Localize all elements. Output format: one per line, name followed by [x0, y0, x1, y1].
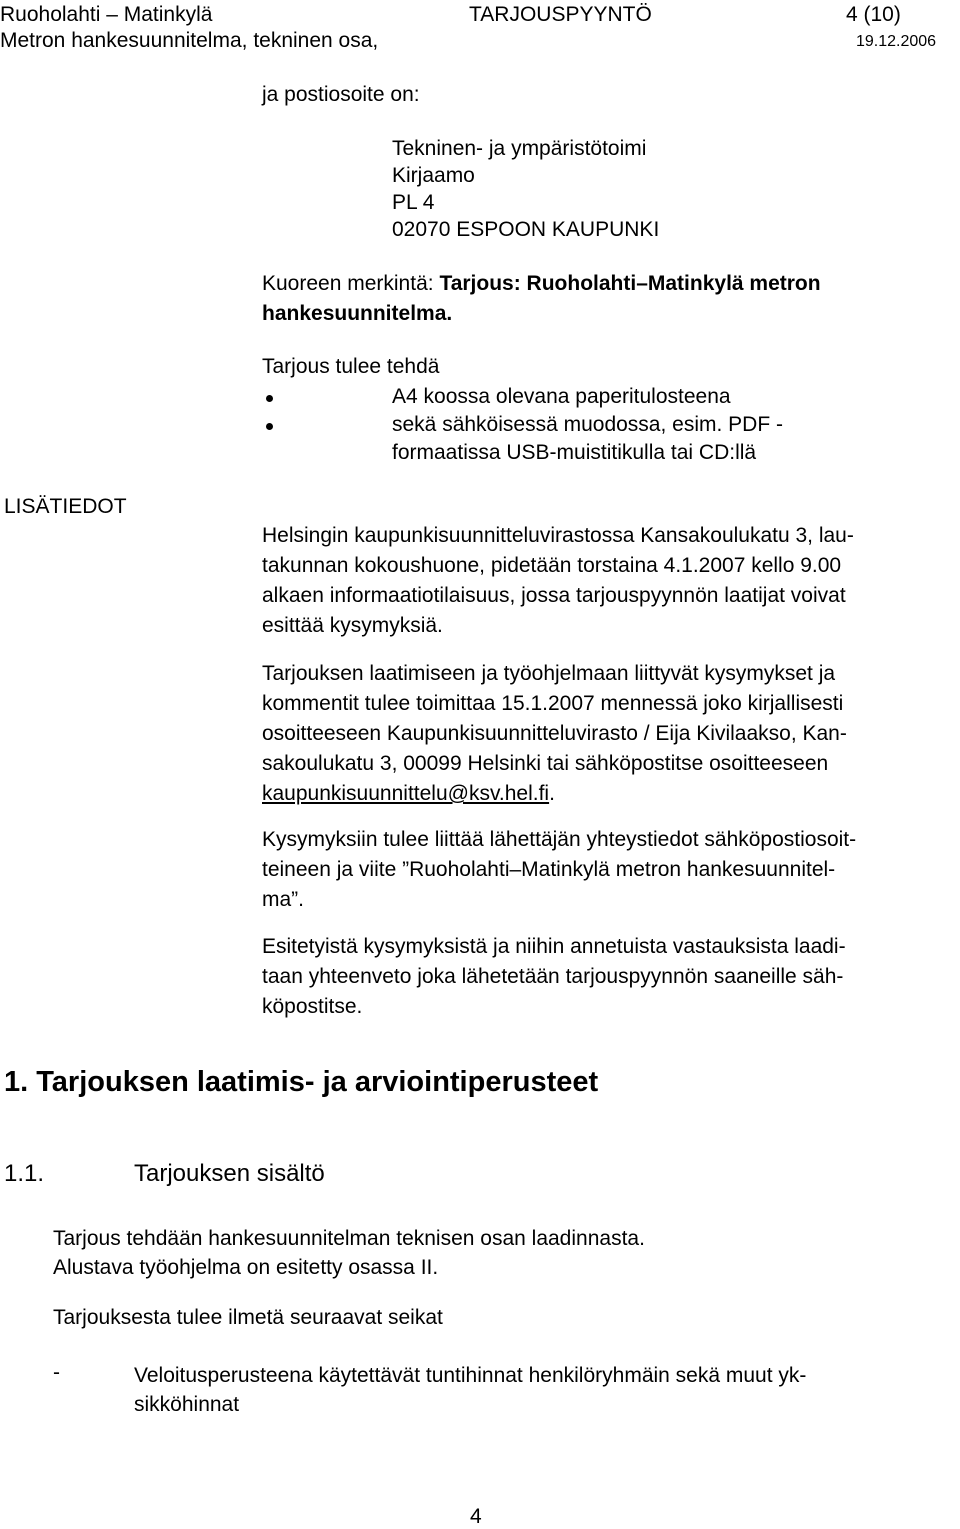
postal-address	[392, 135, 659, 243]
format-list	[392, 383, 783, 467]
header-date: 19.12.2006	[856, 33, 937, 50]
address-line: PL 4	[392, 191, 435, 214]
additional-paragraph-2: Tarjouksen laatimiseen ja työohjelmaan liittyvät kysymykset ja kommentit tulee toimittaa 15.1.2007 mennessä joko kirjallisesti osoitteeseen Kaupunkisuunnitteluvirasto / Eija Kivilaakso, Kan- sakoulukatu 3, 00099 Helsinki tai sähköpostitse osoitteeseen kaupunkisuunnittelu@ksv.hel.fi.	[262, 662, 847, 805]
header-subtitle: Metron hankesuunnitelma, tekninen osa,	[0, 29, 379, 52]
header-page-of: 4 (10)	[846, 3, 901, 26]
envelope-bold-1: Tarjous: Ruoholahti–Matinkylä metron	[439, 272, 821, 295]
email-link[interactable]: kaupunkisuunnittelu@ksv.hel.fi	[262, 782, 550, 805]
list-dash: -	[53, 1361, 60, 1384]
header-doc-type: TARJOUSPYYNTÖ	[469, 3, 652, 26]
additional-paragraph-4: Esitetyistä kysymyksistä ja niihin annetuista vastauksista laadi- taan yhteenveto joka lähetetään tarjouspyynnön saaneille säh- köpostitse.	[262, 935, 846, 1018]
additional-label: LISÄTIEDOT	[4, 495, 127, 518]
address-line: 02070 ESPOON KAUPUNKI	[392, 218, 660, 241]
additional-paragraph-3: Kysymyksiin tulee liittää lähettäjän yhteystiedot sähköpostiosoit- teineen ja viite ”Ruoholahti–Matinkylä metron hankesuunnitel- ma”.	[262, 828, 857, 911]
envelope-label: Kuoreen merkintä:	[262, 272, 440, 295]
list-item: Veloitusperusteena käytettävät tuntihinnat henkilöryhmäin sekä muut yk- sikköhinnat	[134, 1364, 807, 1416]
envelope-bold-2: hankesuunnitelma.	[262, 302, 453, 325]
format-continuation: formaatissa USB-muistitikulla tai CD:llä	[392, 441, 757, 464]
format-bullet-item: sekä sähköisessä muodossa, esim. PDF -	[392, 411, 783, 439]
section-1-heading: 1. Tarjouksen laatimis- ja arviointiperusteet	[4, 1066, 599, 1098]
page-number: 4	[470, 1505, 482, 1528]
section-1-1-title: Tarjouksen sisältö	[134, 1160, 325, 1187]
section-1-1-paragraph-2: Tarjouksesta tulee ilmetä seuraavat seikat	[53, 1306, 443, 1329]
bullet-icon	[266, 423, 273, 430]
postal-intro: ja postiosoite on:	[262, 83, 420, 106]
header-project: Ruoholahti – Matinkylä	[0, 3, 213, 26]
address-line: Tekninen- ja ympäristötoimi	[392, 137, 647, 160]
envelope-marking	[262, 269, 821, 329]
bullet-icon	[266, 395, 273, 402]
section-1-1-number: 1.1.	[4, 1160, 45, 1187]
additional-paragraph-1: Helsingin kaupunkisuunnitteluvirastossa Kansakoulukatu 3, lau- takunnan kokoushuone, pidetään torstaina 4.1.2007 kello 9.00 alkaen informaatiotilaisuus, jossa tarjouspyynnön laatijat voivat esittää kysymyksiä.	[262, 524, 854, 637]
format-bullet-item: A4 koossa olevana paperitulosteena	[392, 383, 783, 411]
section-1-1-paragraph-1: Tarjous tehdään hankesuunnitelman teknisen osan laadinnasta. Alustava työohjelma on esitetty osassa II.	[53, 1227, 645, 1279]
address-line: Kirjaamo	[392, 164, 475, 187]
format-intro: Tarjous tulee tehdä	[262, 355, 440, 378]
